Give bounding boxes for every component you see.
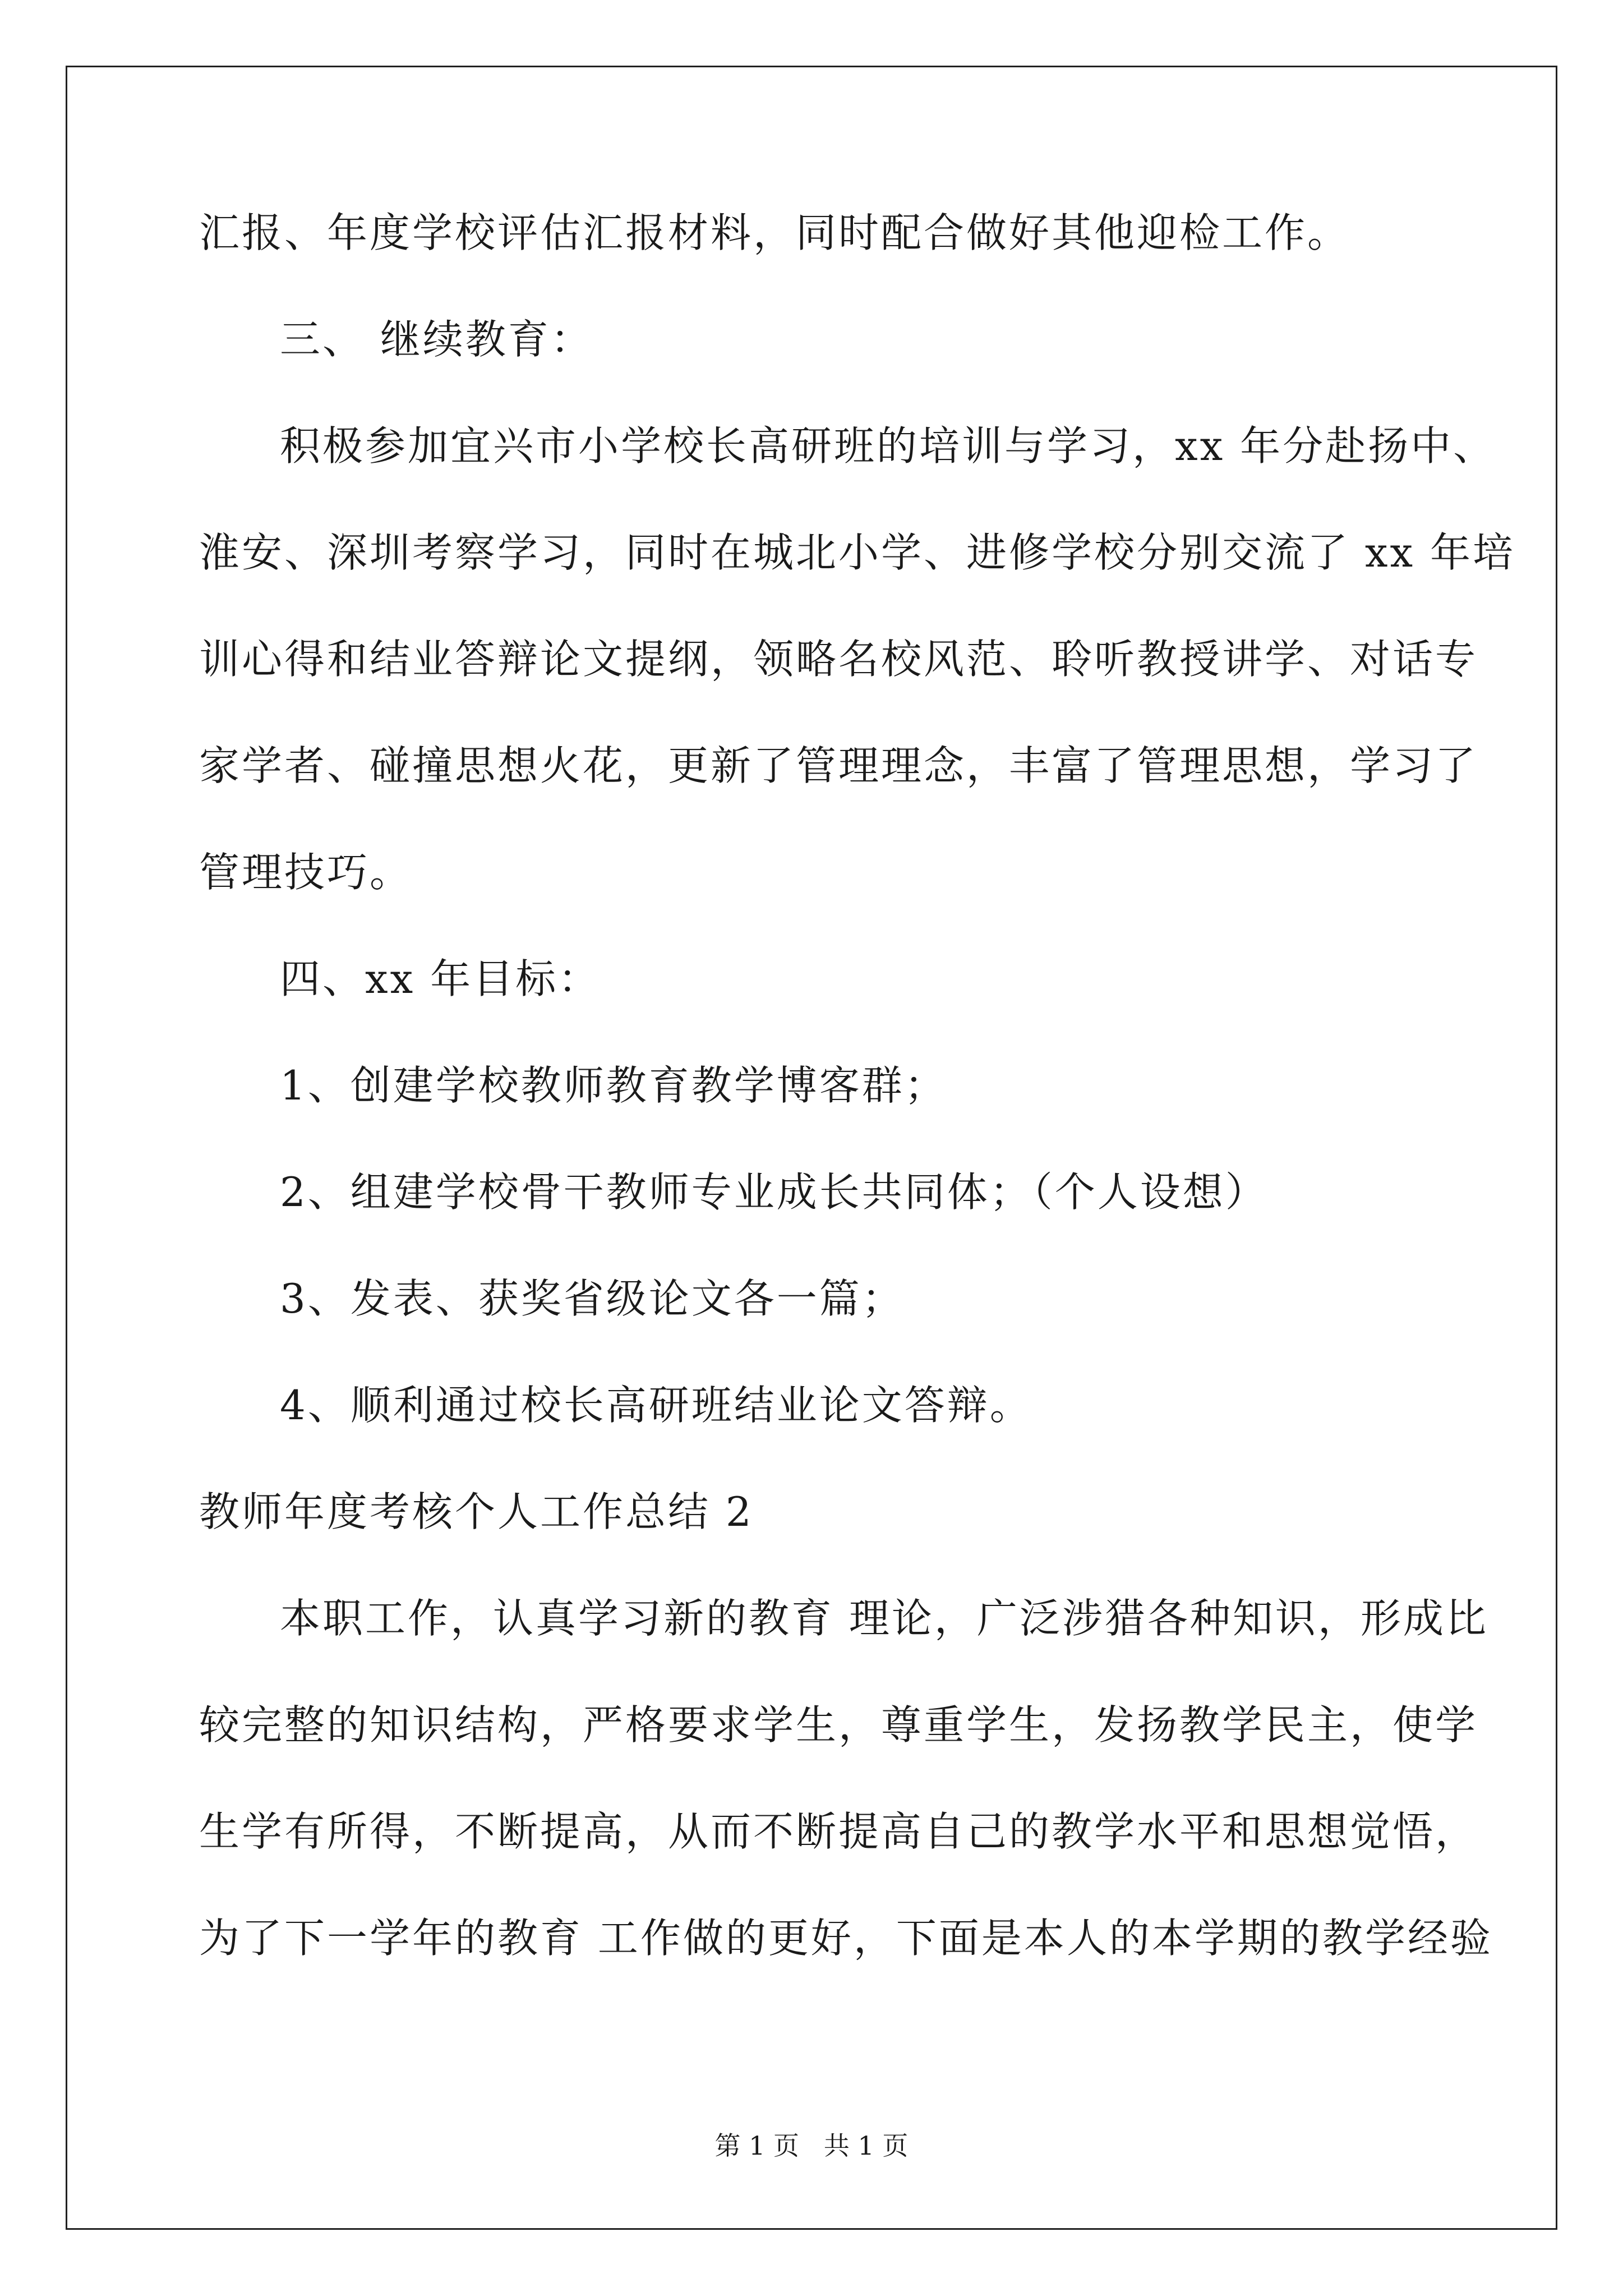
text-line-3: 积极参加宜兴市小学校长高研班的培训与学习，xx 年分赴扬中、 <box>280 422 1496 470</box>
text-line-11: 3、发表、获奖省级论文各一篇； <box>280 1275 905 1322</box>
text-line-2: 三、 继续教育： <box>280 316 593 363</box>
text-line-12: 4、顺利通过校长高研班结业论文答辩。 <box>280 1382 1032 1429</box>
text-line-8: 四、xx 年目标： <box>280 955 601 1002</box>
text-line-10: 2、组建学校骨干教师专业成长共同体；（个人设想） <box>280 1168 1268 1216</box>
text-line-17: 为了下一学年的教育 工作做的更好，下面是本人的本学期的教学经验 <box>199 1915 1493 1962</box>
text-line-5: 训心得和结业答辩论文提纲，领略名校风范、聆听教授讲学、对话专 <box>199 636 1478 683</box>
text-line-15: 较完整的知识结构，严格要求学生，尊重学生，发扬教学民主，使学 <box>199 1701 1478 1749</box>
text-line-1: 汇报、年度学校评估汇报材料，同时配合做好其他迎检工作。 <box>199 209 1350 256</box>
page-number-footer: 第 1 页 共 1 页 <box>714 2131 909 2161</box>
text-line-6: 家学者、碰撞思想火花，更新了管理理念，丰富了管理思想，学习了 <box>199 742 1478 789</box>
page-border <box>66 66 1557 2230</box>
text-line-9: 1、创建学校教师教育教学博客群； <box>280 1062 947 1109</box>
text-line-7: 管理技巧。 <box>199 849 413 896</box>
section-heading: 教师年度考核个人工作总结 2 <box>199 1488 754 1535</box>
text-line-16: 生学有所得，不断提高，从而不断提高自己的教学水平和思想觉悟， <box>199 1808 1478 1855</box>
text-line-4: 淮安、深圳考察学习，同时在城北小学、进修学校分别交流了 xx 年培 <box>199 529 1515 576</box>
text-line-14: 本职工作，认真学习新的教育 理论，广泛涉猎各种知识，形成比 <box>280 1595 1488 1642</box>
